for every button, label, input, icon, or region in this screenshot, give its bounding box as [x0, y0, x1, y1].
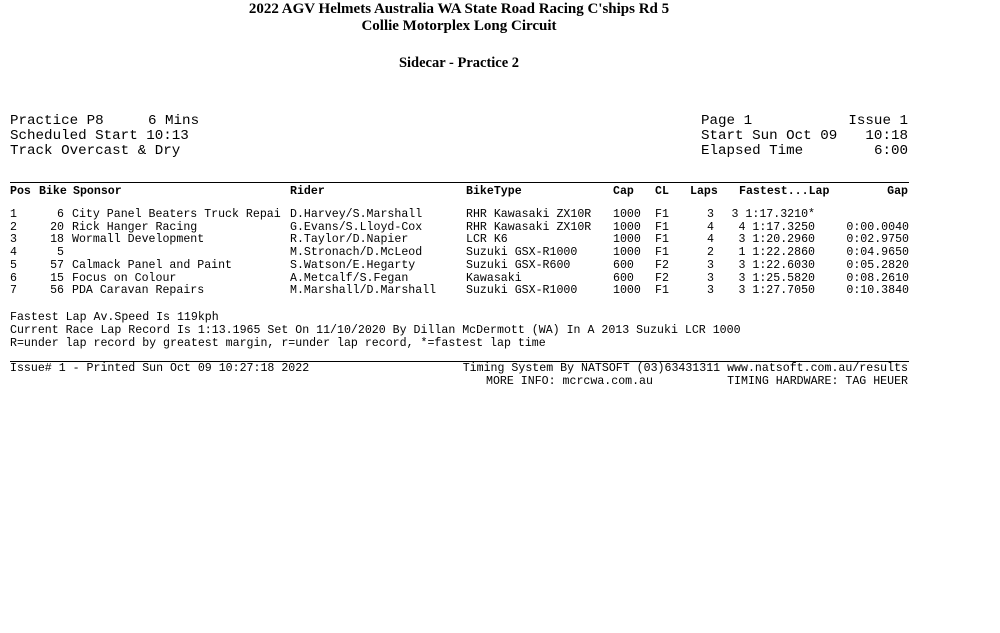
cell-sponsor: City Panel Beaters Truck Repai	[72, 208, 281, 221]
col-biketype: BikeType	[466, 185, 522, 198]
cell-pos: 7	[10, 284, 17, 298]
cell-cl: F1	[655, 208, 669, 221]
cell-pos: 3	[10, 233, 17, 247]
cell-sponsor: Calmack Panel and Paint	[72, 258, 233, 272]
cell-sponsor: PDA Caravan Repairs	[72, 284, 205, 298]
col-cl: CL	[655, 185, 669, 198]
cell-fastest-lap: 3 1:27.7050	[738, 284, 815, 298]
practice-label: Practice P8	[10, 113, 104, 129]
elapsed-value: 6:00	[873, 143, 908, 159]
col-sponsor: Sponsor	[73, 185, 122, 198]
cell-laps: 3	[707, 284, 714, 298]
cell-pos: 4	[10, 246, 17, 260]
cell-cap: 1000	[613, 246, 641, 260]
cell-rider: D.Harvey/S.Marshall	[290, 208, 423, 221]
start-time: 10:18	[865, 128, 908, 144]
cell-biketype: Suzuki GSX-R600	[466, 258, 571, 272]
cell-bike: 15	[50, 271, 64, 285]
cell-gap: 0:04.9650	[846, 246, 909, 260]
printed-info: Issue# 1 - Printed Sun Oct 09 10:27:18 2022	[10, 362, 310, 375]
cell-bike: 20	[50, 220, 64, 234]
cell-gap	[815, 209, 909, 222]
cell-cl: F2	[655, 258, 669, 272]
cell-cl: F1	[655, 220, 669, 234]
col-fastest-lap: Fastest...Lap	[739, 185, 830, 198]
elapsed-label: Elapsed Time	[701, 143, 804, 159]
issue-number: Issue 1	[848, 113, 908, 129]
cell-fastest-lap: 3 1:20.2960	[738, 233, 815, 247]
scheduled-start: Scheduled Start 10:13	[10, 128, 189, 144]
cell-pos: 2	[10, 220, 17, 234]
circuit-name: Collie Motorplex Long Circuit	[361, 18, 557, 34]
cell-bike: 5	[57, 246, 64, 260]
cell-fastest-lap: 3 1:17.3210*	[731, 208, 815, 221]
table-row	[10, 285, 909, 298]
cell-fastest-lap: 3 1:22.6030	[738, 258, 815, 272]
cell-biketype: LCR K6	[466, 233, 508, 247]
cell-cap: 600	[613, 271, 634, 285]
cell-laps: 3	[707, 208, 714, 221]
cell-laps: 3	[707, 271, 714, 285]
session-title: Sidecar - Practice 2	[398, 55, 520, 71]
cell-fastest-lap: 3 1:25.5820	[738, 271, 815, 285]
cell-cl: F1	[655, 284, 669, 298]
start-date: Start Sun Oct 09	[701, 128, 838, 144]
legend-note: R=under lap record by greatest margin, r=under lap record, *=fastest lap time	[10, 337, 546, 350]
cell-laps: 3	[707, 258, 714, 272]
cell-cl: F1	[655, 233, 669, 247]
timing-system: Timing System By NATSOFT (03)63431311 www.natsoft.com.au/results	[462, 362, 908, 375]
cell-pos: 5	[10, 258, 17, 272]
cell-biketype: RHR Kawasaki ZX10R	[466, 208, 592, 221]
cell-gap: 0:08.2610	[846, 271, 909, 285]
cell-bike: 18	[50, 233, 64, 247]
event-title: 2022 AGV Helmets Australia WA State Road Racing C'ships Rd 5	[248, 1, 670, 17]
avg-speed-note: Fastest Lap Av.Speed Is 119kph	[10, 311, 219, 324]
col-rider: Rider	[290, 185, 325, 198]
col-bike: Bike	[39, 185, 67, 198]
cell-fastest-lap: 4 1:17.3250	[738, 220, 815, 234]
page-number: Page 1	[701, 113, 753, 129]
cell-cl: F2	[655, 271, 669, 285]
cell-biketype: RHR Kawasaki ZX10R	[466, 220, 592, 234]
table-row	[10, 247, 909, 260]
header-divider	[10, 182, 909, 183]
cell-rider: M.Marshall/D.Marshall	[290, 284, 437, 298]
cell-sponsor: Focus on Colour	[72, 271, 177, 285]
practice-duration: 6 Mins	[148, 113, 200, 129]
cell-gap: 0:02.9750	[846, 233, 909, 247]
cell-sponsor: Wormall Development	[72, 233, 205, 247]
table-row	[10, 209, 909, 222]
cell-rider: G.Evans/S.Lloyd-Cox	[290, 220, 423, 234]
cell-biketype: Suzuki GSX-R1000	[466, 246, 578, 260]
col-gap: Gap	[887, 185, 908, 198]
cell-biketype: Suzuki GSX-R1000	[466, 284, 578, 298]
cell-sponsor: Rick Hanger Racing	[72, 220, 198, 234]
cell-laps: 4	[707, 233, 714, 247]
cell-gap: 0:00.0040	[846, 220, 909, 234]
col-pos: Pos	[10, 185, 31, 198]
cell-pos: 6	[10, 271, 17, 285]
cell-fastest-lap: 1 1:22.2860	[738, 246, 815, 260]
cell-gap: 0:05.2820	[846, 258, 909, 272]
cell-cap: 1000	[613, 220, 641, 234]
table-row	[10, 260, 909, 273]
track-condition: Track Overcast & Dry	[10, 143, 181, 159]
cell-sponsor	[72, 247, 290, 260]
lap-record-note: Current Race Lap Record Is 1:13.1965 Set On 11/10/2020 By Dillan McDermott (WA) In A 2013 Suzuki LCR 1000	[10, 324, 741, 337]
cell-rider: M.Stronach/D.McLeod	[290, 246, 423, 260]
cell-cap: 1000	[613, 284, 641, 298]
cell-rider: A.Metcalf/S.Fegan	[290, 271, 409, 285]
more-info: MORE INFO: mcrcwa.com.au	[486, 375, 653, 388]
cell-cap: 600	[613, 258, 634, 272]
cell-bike: 6	[57, 208, 64, 221]
cell-pos: 1	[10, 208, 17, 221]
results-table	[10, 209, 909, 298]
cell-rider: R.Taylor/D.Napier	[290, 233, 409, 247]
cell-rider: S.Watson/E.Hegarty	[290, 258, 416, 272]
cell-laps: 2	[707, 246, 714, 260]
cell-cap: 1000	[613, 233, 641, 247]
col-laps: Laps	[690, 185, 718, 198]
cell-cl: F1	[655, 246, 669, 260]
cell-laps: 4	[707, 220, 714, 234]
cell-cap: 1000	[613, 208, 641, 221]
cell-bike: 57	[50, 258, 64, 272]
cell-biketype: Kawasaki	[466, 271, 522, 285]
col-cap: Cap	[613, 185, 634, 198]
cell-bike: 56	[50, 284, 64, 298]
timing-hardware: TIMING HARDWARE: TAG HEUER	[727, 375, 908, 388]
cell-gap: 0:10.3840	[846, 284, 909, 298]
